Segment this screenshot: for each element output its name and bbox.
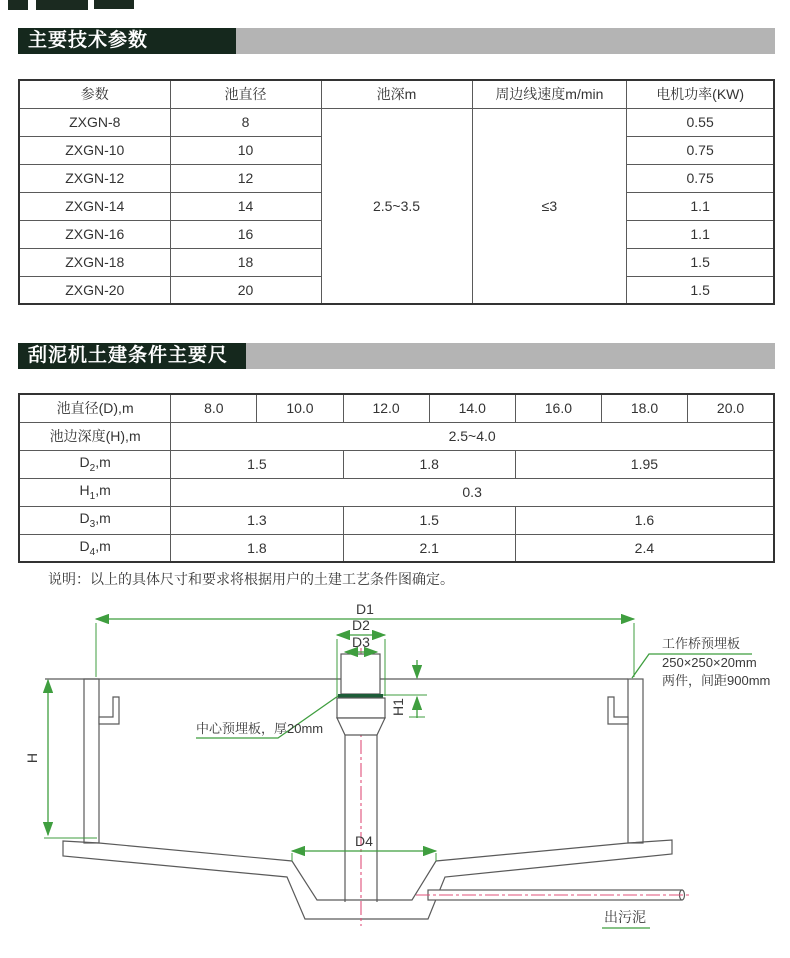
h1-label: H1 bbox=[390, 698, 406, 716]
column-taper bbox=[337, 718, 385, 735]
left-bracket bbox=[99, 697, 119, 724]
diameter-cell: 10 bbox=[170, 136, 321, 164]
section1-title: 主要技术参数 bbox=[18, 28, 236, 54]
col-speed: 周边线速度m/min bbox=[472, 80, 627, 108]
speed-merged-cell: ≤3 bbox=[472, 108, 627, 304]
d3-label: D3 bbox=[352, 634, 370, 650]
value-cell: 1.3 bbox=[171, 506, 343, 534]
model-cell: ZXGN-14 bbox=[19, 192, 170, 220]
row-label: 池直径(D),m bbox=[19, 394, 171, 422]
section1-header-band bbox=[18, 28, 775, 54]
table-row bbox=[19, 450, 774, 478]
section2-header-band bbox=[18, 343, 775, 392]
center-plate-label: 中心预埋板，厚20mm bbox=[196, 721, 324, 736]
model-cell: ZXGN-12 bbox=[19, 164, 170, 192]
value-cell: 2.4 bbox=[515, 534, 774, 562]
right-wall bbox=[628, 679, 643, 843]
value-cell: 1.5 bbox=[171, 450, 343, 478]
power-cell: 1.1 bbox=[627, 192, 774, 220]
cropped-text-fragment bbox=[94, 0, 134, 9]
value-cell: 18.0 bbox=[601, 394, 687, 422]
model-cell: ZXGN-16 bbox=[19, 220, 170, 248]
value-cell: 2.1 bbox=[343, 534, 515, 562]
civil-dimensions-table bbox=[18, 393, 775, 563]
value-cell: 16.0 bbox=[515, 394, 601, 422]
power-cell: 1.1 bbox=[627, 220, 774, 248]
model-cell: ZXGN-10 bbox=[19, 136, 170, 164]
bridge-plate-title: 工作桥预埋板 bbox=[662, 636, 741, 651]
model-cell: ZXGN-8 bbox=[19, 108, 170, 136]
row-label: $D_3,m$ bbox=[19, 506, 171, 534]
left-wall bbox=[84, 679, 99, 843]
bridge-plate-size: 250×250×20mm bbox=[662, 655, 757, 670]
model-cell: ZXGN-20 bbox=[19, 276, 170, 304]
d1-label: D1 bbox=[356, 601, 374, 617]
value-cell: 2.5~4.0 bbox=[171, 422, 774, 450]
column-shoulder bbox=[337, 698, 385, 718]
col-param: 参数 bbox=[19, 80, 170, 108]
diameter-cell: 8 bbox=[170, 108, 321, 136]
cropped-text-fragment bbox=[36, 0, 88, 10]
col-power: 电机功率(KW) bbox=[627, 80, 774, 108]
column-cap bbox=[341, 654, 380, 694]
value-cell: 12.0 bbox=[343, 394, 429, 422]
right-bracket bbox=[608, 697, 628, 724]
table-row bbox=[19, 108, 774, 136]
sludge-outlet-label: 出污泥 bbox=[604, 909, 646, 925]
diameter-cell: 16 bbox=[170, 220, 321, 248]
diameter-cell: 18 bbox=[170, 248, 321, 276]
tech-params-table bbox=[18, 79, 775, 305]
col-diameter: 池直径 bbox=[170, 80, 321, 108]
value-cell: 10.0 bbox=[257, 394, 343, 422]
table-row bbox=[19, 534, 774, 562]
h-label: H bbox=[24, 752, 40, 764]
row-label: 池边深度(H),m bbox=[19, 422, 171, 450]
value-cell: 14.0 bbox=[429, 394, 515, 422]
value-cell: 1.5 bbox=[343, 506, 515, 534]
depth-merged-cell: 2.5~3.5 bbox=[321, 108, 472, 304]
value-cell: 20.0 bbox=[688, 394, 774, 422]
value-cell: 0.3 bbox=[171, 478, 774, 506]
value-cell: 1.8 bbox=[171, 534, 343, 562]
note-text: 说明：以上的具体尺寸和要求将根据用户的土建工艺条件图确定。 bbox=[48, 571, 454, 587]
value-cell: 1.6 bbox=[515, 506, 774, 534]
power-cell: 0.55 bbox=[627, 108, 774, 136]
row-label: $D_4,m$ bbox=[19, 534, 171, 562]
tank-cross-section-diagram bbox=[0, 590, 790, 958]
d4-label: D4 bbox=[355, 833, 373, 849]
power-cell: 1.5 bbox=[627, 276, 774, 304]
value-cell: 1.8 bbox=[343, 450, 515, 478]
table-row bbox=[19, 394, 774, 422]
table1-header-row bbox=[19, 80, 774, 108]
diameter-cell: 12 bbox=[170, 164, 321, 192]
cropped-text-fragment bbox=[8, 0, 28, 10]
table-row bbox=[19, 422, 774, 450]
power-cell: 1.5 bbox=[627, 248, 774, 276]
value-cell: 1.95 bbox=[515, 450, 774, 478]
table-row bbox=[19, 478, 774, 506]
bridge-plate-qty: 两件，间距900mm bbox=[662, 673, 771, 688]
section2-title: 刮泥机土建条件主要尺寸 bbox=[18, 343, 246, 369]
diameter-cell: 14 bbox=[170, 192, 321, 220]
row-label: $H_1,m$ bbox=[19, 478, 171, 506]
power-cell: 0.75 bbox=[627, 164, 774, 192]
value-cell: 8.0 bbox=[171, 394, 257, 422]
tank-floor-and-hopper bbox=[63, 840, 672, 919]
diameter-cell: 20 bbox=[170, 276, 321, 304]
row-label: $D_2,m$ bbox=[19, 450, 171, 478]
col-depth: 池深m bbox=[321, 80, 472, 108]
d2-label: D2 bbox=[352, 617, 370, 633]
table-row bbox=[19, 506, 774, 534]
power-cell: 0.75 bbox=[627, 136, 774, 164]
model-cell: ZXGN-18 bbox=[19, 248, 170, 276]
